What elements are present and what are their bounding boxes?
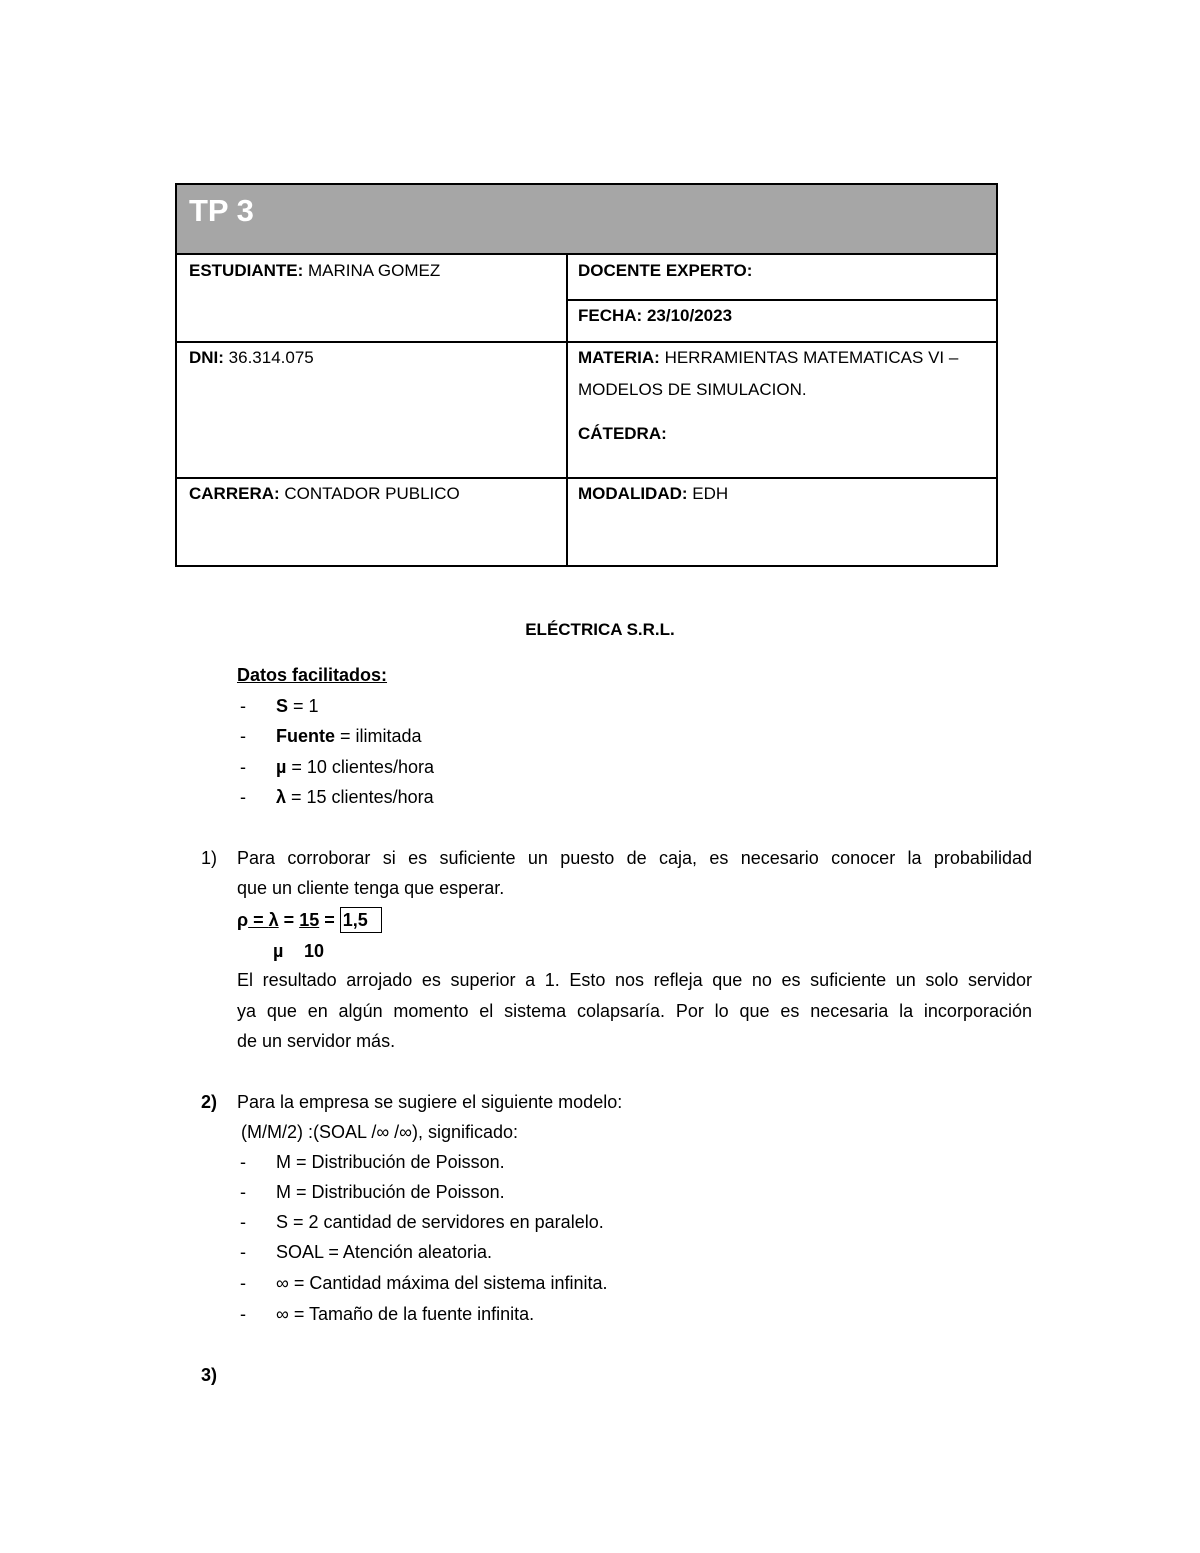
mu-symbol: µ bbox=[273, 941, 284, 961]
q2-model: (M/M/2) :(SOAL /∞ /∞), significado: bbox=[241, 1122, 519, 1142]
modalidad-value: EDH bbox=[687, 484, 729, 503]
fecha-cell bbox=[578, 300, 732, 332]
bullet-dash: - bbox=[240, 757, 246, 777]
modalidad-label: MODALIDAD: bbox=[578, 484, 688, 503]
dni-cell bbox=[189, 342, 314, 374]
docente-cell bbox=[578, 255, 752, 287]
carrera-value: CONTADOR PUBLICO bbox=[279, 484, 460, 503]
bullet-dash: - bbox=[240, 1304, 246, 1324]
rho-result-box: 1,5 bbox=[340, 907, 382, 933]
datos-item-label: µ bbox=[276, 757, 287, 777]
carrera-label: CARRERA: bbox=[189, 484, 280, 503]
company-heading bbox=[0, 620, 1200, 640]
bullet-dash: - bbox=[240, 1273, 246, 1293]
q2-item: M = Distribución de Poisson. bbox=[276, 1182, 505, 1202]
datos-item-label: Fuente bbox=[276, 726, 336, 746]
bullet-dash: - bbox=[240, 696, 246, 716]
formula-equals: = bbox=[248, 910, 269, 930]
q2-text: Para la empresa se sugiere el siguiente modelo: bbox=[237, 1092, 623, 1112]
modalidad-cell bbox=[578, 478, 728, 510]
bullet-dash: - bbox=[240, 1182, 246, 1202]
datos-item-value: = 1 bbox=[288, 696, 319, 716]
mu-denominator bbox=[273, 941, 283, 962]
datos-heading: Datos facilitados: bbox=[237, 665, 388, 685]
q1-number: 1) bbox=[201, 848, 218, 868]
datos-item-value: = ilimitada bbox=[335, 726, 422, 746]
datos-item bbox=[276, 726, 422, 747]
datos-item-label: S bbox=[276, 696, 289, 716]
header-table bbox=[175, 183, 998, 567]
bullet-dash: - bbox=[240, 787, 246, 807]
datos-item-label: λ bbox=[276, 787, 287, 807]
catedra-label: CÁTEDRA: bbox=[578, 424, 667, 443]
q3-number: 3) bbox=[201, 1365, 218, 1385]
materia-value-continued: MODELOS DE SIMULACION. bbox=[578, 380, 807, 399]
datos-item bbox=[276, 787, 434, 808]
q1-paragraph-line: El resultado arrojado es superior a 1. Esto nos refleja que no es suficiente un solo servidor bbox=[237, 970, 1032, 990]
lambda-symbol: λ bbox=[268, 910, 279, 930]
materia-value: HERRAMIENTAS MATEMATICAS VI – bbox=[659, 348, 959, 367]
catedra-cell bbox=[578, 418, 667, 450]
materia-cell bbox=[578, 342, 958, 406]
bullet-dash: - bbox=[240, 726, 246, 746]
numerator-value: 15 bbox=[299, 910, 320, 930]
q1-paragraph-line: ya que en algún momento el sistema colapsaría. Por lo que es necesaria la incorporación bbox=[237, 1001, 1032, 1021]
rho-formula bbox=[237, 907, 382, 933]
dni-label: DNI: bbox=[189, 348, 224, 367]
bullet-dash: - bbox=[240, 1242, 246, 1262]
formula-equals: = bbox=[319, 910, 340, 930]
document-title: TP 3 bbox=[189, 193, 254, 228]
datos-item bbox=[276, 696, 319, 717]
docente-label: DOCENTE EXPERTO: bbox=[578, 261, 753, 280]
estudiante-cell bbox=[189, 255, 440, 287]
fecha-label: FECHA: 23/10/2023 bbox=[578, 306, 733, 325]
column-divider bbox=[566, 255, 568, 567]
q2-item: S = 2 cantidad de servidores en paralelo. bbox=[276, 1212, 604, 1232]
q2-item: ∞ = Tamaño de la fuente infinita. bbox=[276, 1304, 535, 1324]
q2-item: SOAL = Atención aleatoria. bbox=[276, 1242, 492, 1262]
q2-item: M = Distribución de Poisson. bbox=[276, 1152, 505, 1172]
q1-paragraph-line: de un servidor más. bbox=[237, 1031, 396, 1051]
datos-item-value: = 10 clientes/hora bbox=[286, 757, 434, 777]
formula-equals: = bbox=[278, 910, 300, 930]
denominator-value: 10 bbox=[304, 941, 325, 961]
dni-value: 36.314.075 bbox=[223, 348, 314, 367]
estudiante-label: ESTUDIANTE: bbox=[189, 261, 304, 280]
q1-text-continued: que un cliente tenga que esperar. bbox=[237, 878, 505, 898]
bullet-dash: - bbox=[240, 1152, 246, 1172]
materia-label: MATERIA: bbox=[578, 348, 660, 367]
q2-number: 2) bbox=[201, 1092, 218, 1112]
datos-item-value: = 15 clientes/hora bbox=[286, 787, 434, 807]
datos-item bbox=[276, 757, 434, 778]
estudiante-value: MARINA GOMEZ bbox=[303, 261, 441, 280]
rho-symbol: ρ bbox=[237, 910, 249, 930]
q2-item: ∞ = Cantidad máxima del sistema infinita. bbox=[276, 1273, 608, 1293]
q1-text: Para corroborar si es suficiente un puesto de caja, es necesario conocer la probabilidad bbox=[237, 848, 1032, 868]
company-name: ELÉCTRICA S.R.L. bbox=[525, 620, 675, 639]
carrera-cell bbox=[189, 478, 460, 510]
title-band bbox=[177, 185, 996, 255]
bullet-dash: - bbox=[240, 1212, 246, 1232]
